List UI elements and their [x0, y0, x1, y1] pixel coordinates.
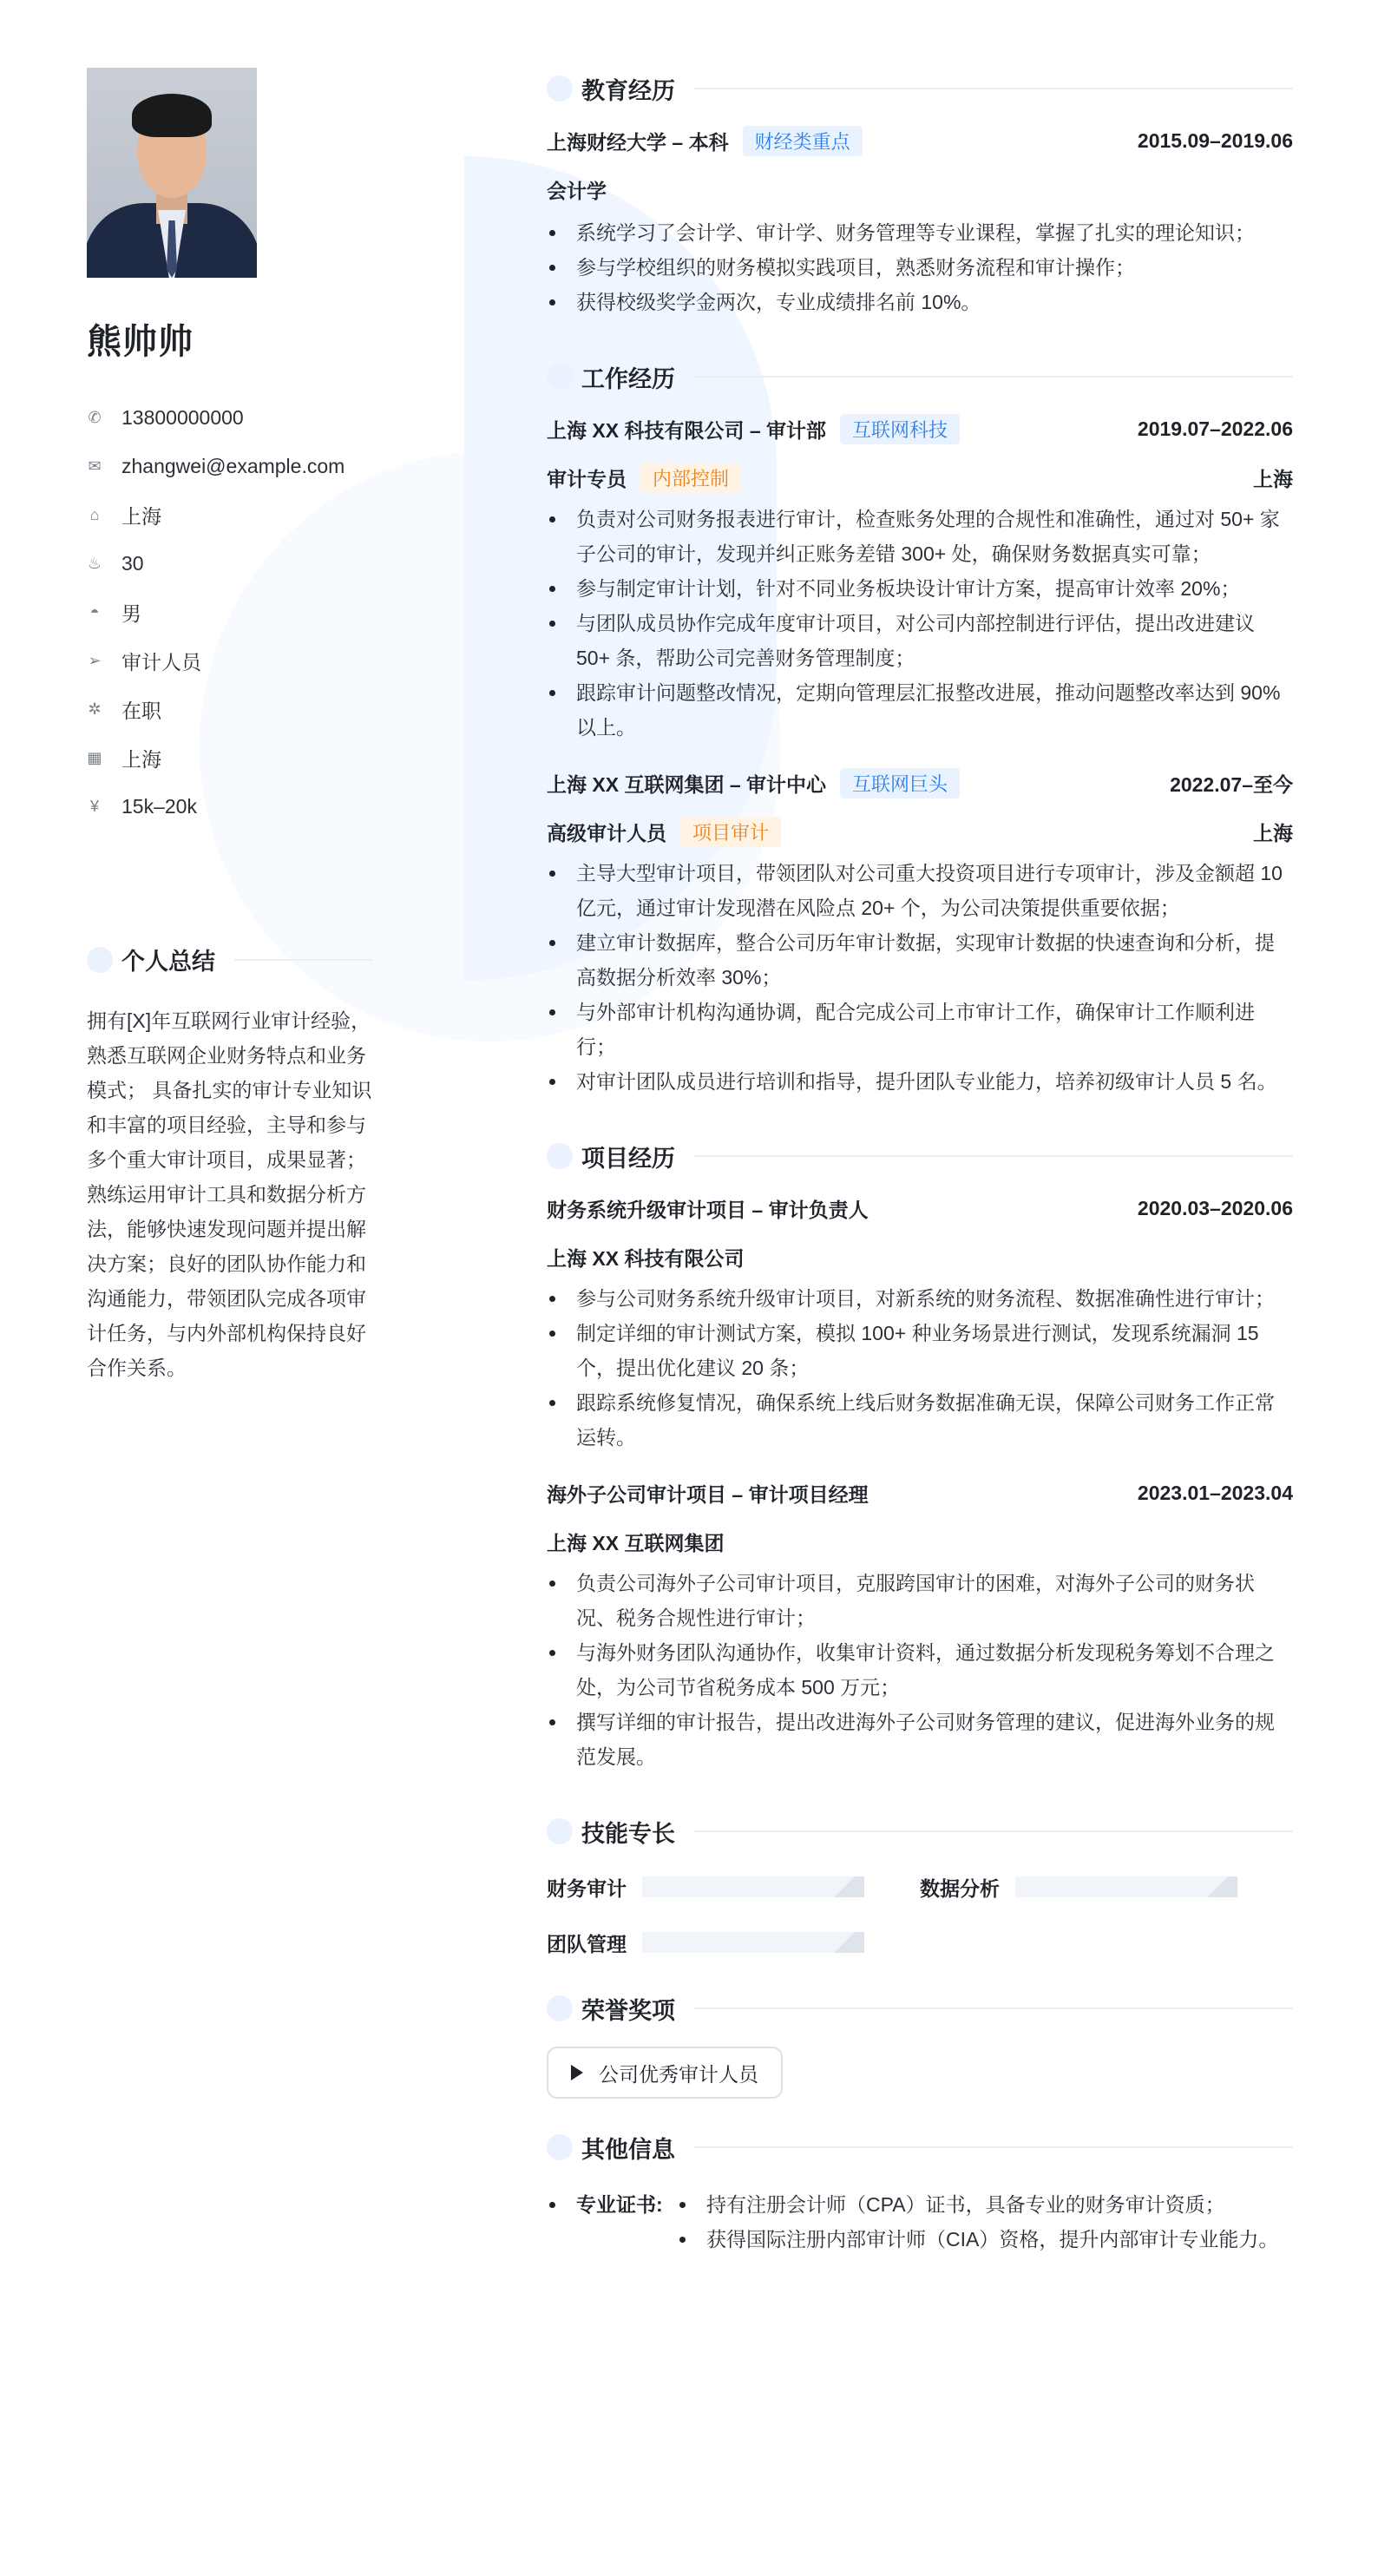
contact-info-text: 30: [121, 551, 144, 575]
bullet-item: 跟踪审计问题整改情况，定期向管理层汇报整改进展，推动问题整改率达到 90%以上。: [547, 675, 1293, 745]
project-date: 2023.01–2023.04: [1137, 1481, 1293, 1504]
skill-level-bar: [1015, 1876, 1237, 1897]
certificate-item: 持有注册会计师（CPA）证书，具备专业的财务审计资质；: [677, 2187, 1293, 2222]
work-entry: [547, 413, 1293, 745]
bullet-item: 对审计团队成员进行培训和指导，提升团队专业能力，培养初级审计人员 5 名。: [547, 1064, 1293, 1099]
section-title: 个人总结: [121, 949, 215, 975]
skill-level-bar: [642, 1932, 864, 1953]
contact-info-row: [87, 490, 373, 539]
role-tag-badge: 内部控制: [640, 463, 741, 493]
section-title: 技能专长: [581, 1820, 675, 1847]
send-icon: ➢: [88, 652, 102, 669]
phone-icon: ✆: [88, 409, 102, 426]
company-name: 上海 XX 科技有限公司 – 审计部: [547, 418, 827, 442]
work-date: 2019.07–2022.06: [1137, 417, 1293, 440]
building-icon: ▦: [87, 749, 102, 766]
certificates-label: 专业证书:: [576, 2193, 663, 2216]
section-title: 项目经历: [581, 1145, 675, 1172]
school-name: 上海财经大学 – 本科: [547, 130, 729, 154]
bullet-item: 与外部审计机构沟通协调，配合完成公司上市审计工作，确保审计工作顺利进行；: [547, 995, 1293, 1064]
avatar: [87, 68, 257, 278]
project-name: 财务系统升级审计项目 – 审计负责人: [547, 1198, 869, 1221]
bullet-item: 主导大型审计项目，带领团队对公司重大投资项目进行专项审计，涉及金额超 10 亿元，通过审计发现潜在风险点 20+ 个，为公司决策提供重要依据；: [547, 856, 1293, 925]
work-entry-title-group: [547, 768, 960, 798]
contact-info-row: [87, 588, 373, 636]
work-bullets: [547, 856, 1293, 1099]
contact-info-text: 上海: [121, 504, 161, 528]
work-entry-header: [547, 767, 1293, 798]
play-icon: [571, 2065, 583, 2080]
project-entry: [547, 1193, 1293, 1455]
bullet-item: 与团队成员协作完成年度审计项目，对公司内部控制进行评估，提出改进建议 50+ 条，帮助公司完善财务管理制度；: [547, 606, 1293, 675]
work-city: 上海: [1253, 467, 1293, 490]
summary-text: 拥有[X]年互联网行业审计经验，熟悉互联网企业财务特点和业务模式； 具备扎实的审计专业知识和丰富的项目经验，主导和参与多个重大审计项目，成果显著； 熟练运用审计工具和数据分析方法，能够快速发现问题并提出解决方案；良好的团队协作能力和沟通能力，带领团队完成各项审计任务，与内外部机构保持良好合作关系。: [87, 1009, 372, 1379]
section-divider: [694, 1155, 1293, 1157]
work-entry-header: [547, 413, 1293, 444]
section-dot-icon: [547, 1995, 573, 2021]
main-content: [547, 68, 1293, 2257]
section-divider: [694, 1830, 1293, 1832]
certificates-bullets: [677, 2187, 1293, 2257]
project-bullets: [547, 1281, 1293, 1455]
contact-info-text: 男: [121, 601, 141, 625]
bullet-item: 获得校级奖学金两次，专业成绩排名前 10%。: [547, 285, 1293, 319]
section-dot-icon: [87, 947, 113, 973]
skill-item: [547, 1873, 920, 1902]
section-divider: [694, 376, 1293, 378]
work-role-row: [547, 816, 1293, 847]
projects-section-header: [547, 1135, 1293, 1177]
honors-section-header: [547, 1988, 1293, 2029]
mail-icon: ✉: [88, 457, 102, 475]
bullet-item: 参与公司财务系统升级审计项目，对新系统的财务流程、数据准确性进行审计；: [547, 1281, 1293, 1316]
contact-info-row: [87, 733, 373, 782]
project-org: 上海 XX 科技有限公司: [547, 1246, 745, 1270]
contact-info-row: [87, 685, 373, 733]
role-name: 高级审计人员: [547, 821, 666, 844]
bullet-item: 系统学习了会计学、审计学、财务管理等专业课程，掌握了扎实的理论知识；: [547, 215, 1293, 250]
work-city: 上海: [1253, 821, 1293, 844]
contact-info-text: zhangwei@example.com: [121, 454, 345, 477]
skill-name: 团队管理: [547, 1932, 627, 1955]
candidate-name: 熊帅帅: [87, 323, 194, 361]
gender-icon: ◓: [89, 603, 100, 621]
industry-tag-badge: 互联网巨头: [840, 768, 960, 798]
company-name: 上海 XX 互联网集团 – 审计中心: [547, 772, 827, 796]
section-dot-icon: [547, 1818, 573, 1844]
major-name: 会计学: [547, 179, 607, 202]
project-date: 2020.03–2020.06: [1137, 1196, 1293, 1219]
section-title: 其他信息: [581, 2136, 675, 2163]
bullet-item: 撰写详细的审计报告，提出改进海外子公司财务管理的建议，促进海外业务的规范发展。: [547, 1705, 1293, 1774]
bullet-item: 建立审计数据库，整合公司历年审计数据，实现审计数据的快速查询和分析，提高数据分析效率 30%；: [547, 925, 1293, 995]
project-entry-header: [547, 1193, 1293, 1224]
section-divider: [694, 88, 1293, 89]
section-title: 教育经历: [581, 77, 675, 104]
role-name: 审计专员: [547, 467, 627, 490]
education-entry-header: [547, 125, 1293, 156]
work-section-header: [547, 356, 1293, 398]
work-bullets: [547, 502, 1293, 745]
education-date: 2015.09–2019.06: [1137, 128, 1293, 152]
work-role-row: [547, 462, 1293, 493]
work-role-group: [547, 817, 781, 847]
skill-item: [547, 1929, 929, 1957]
bullet-item: 负责对公司财务报表进行审计，检查账务处理的合规性和准确性，通过对 50+ 家子公司的审计，发现并纠正账务差错 300+ 处，确保财务数据真实可靠；: [547, 502, 1293, 571]
contact-info-list: [87, 393, 373, 831]
bullet-item: 参与制定审计计划，针对不同业务板块设计审计方案，提高审计效率 20%；: [547, 571, 1293, 606]
cake-icon: ♨: [87, 555, 102, 572]
school-tag-badge: 财经类重点: [743, 126, 863, 156]
work-entry-title-group: [547, 414, 960, 444]
certificate-item: 获得国际注册内部审计师（CIA）资格，提升内部审计专业能力。: [677, 2222, 1293, 2257]
section-dot-icon: [547, 2134, 573, 2160]
bullet-item: 跟踪系统修复情况，确保系统上线后财务数据准确无误，保障公司财务工作正常运转。: [547, 1385, 1293, 1455]
contact-info-text: 15k–20k: [121, 794, 197, 818]
contact-info-row: [87, 393, 373, 442]
work-date: 2022.07–至今: [1170, 772, 1293, 796]
project-name: 海外子公司审计项目 – 审计项目经理: [547, 1482, 869, 1506]
education-section-header: [547, 68, 1293, 109]
project-org-row: [547, 1526, 1293, 1557]
summary-section-header: [87, 943, 373, 976]
certificates-block: [547, 2187, 1293, 2257]
contact-info-row: [87, 539, 373, 588]
section-title: 工作经历: [581, 365, 675, 392]
section-divider: [234, 959, 373, 961]
status-icon: ✲: [88, 700, 102, 718]
work-role-group: [547, 463, 741, 493]
project-entry-header: [547, 1477, 1293, 1508]
skill-name: 数据分析: [920, 1876, 1000, 1900]
honor-award-button[interactable]: [547, 2047, 783, 2099]
project-bullets: [547, 1566, 1293, 1774]
contact-info-text: 13800000000: [121, 405, 244, 429]
bullet-item: 与海外财务团队沟通协作，收集审计资料，通过数据分析发现税务筹划不合理之处，为公司节省税务成本 500 万元；: [547, 1635, 1293, 1705]
contact-info-row: [87, 782, 373, 831]
project-org: 上海 XX 互联网集团: [547, 1531, 725, 1554]
bullet-item: 制定详细的审计测试方案，模拟 100+ 种业务场景进行测试，发现系统漏洞 15 个，提出优化建议 20 条；: [547, 1316, 1293, 1385]
contact-info-row: [87, 636, 373, 685]
industry-tag-badge: 互联网科技: [840, 414, 960, 444]
salary-icon: ¥: [89, 798, 99, 815]
skill-name: 财务审计: [547, 1876, 627, 1900]
work-entry: [547, 767, 1293, 1099]
project-org-row: [547, 1241, 1293, 1272]
bullet-item: 参与学校组织的财务模拟实践项目，熟悉财务流程和审计操作；: [547, 250, 1293, 285]
home-icon: ⌂: [89, 506, 100, 523]
skill-item: [920, 1873, 1293, 1902]
contact-info-text: 上海: [121, 747, 161, 771]
sidebar: [87, 68, 373, 831]
role-tag-badge: 项目审计: [680, 817, 781, 847]
skill-level-bar: [642, 1876, 864, 1897]
contact-info-text: 在职: [121, 699, 161, 722]
work-list: [547, 413, 1293, 1099]
honor-label: 公司优秀审计人员: [599, 2062, 758, 2086]
bullet-item: 负责公司海外子公司审计项目，克服跨国审计的困难，对海外子公司的财务状况、税务合规性进行审计；: [547, 1566, 1293, 1635]
contact-info-text: 审计人员: [121, 650, 201, 674]
section-dot-icon: [547, 364, 573, 390]
section-dot-icon: [547, 76, 573, 102]
section-dot-icon: [547, 1143, 573, 1169]
section-divider: [694, 2008, 1293, 2009]
section-title: 荣誉奖项: [581, 1997, 675, 2024]
project-entry: [547, 1477, 1293, 1774]
education-bullets: [547, 215, 1293, 319]
section-divider: [694, 2146, 1293, 2148]
contact-info-row: [87, 442, 373, 490]
other-section-header: [547, 2126, 1293, 2168]
skills-section-header: [547, 1810, 1293, 1852]
project-list: [547, 1193, 1293, 1774]
